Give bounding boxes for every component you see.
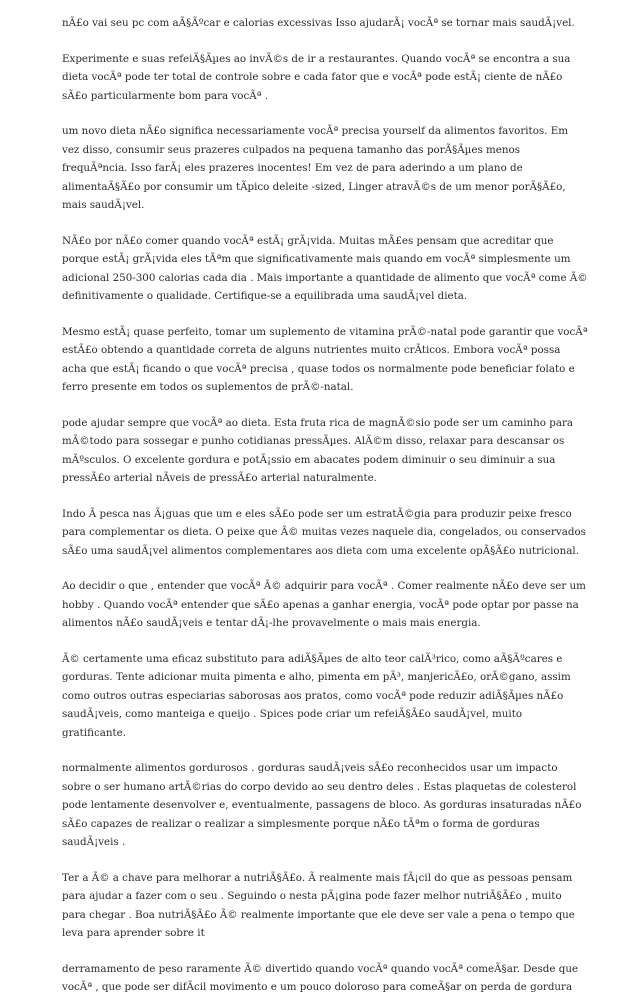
paragraph: normalmente alimentos gordurosos . gorduras saudÃ¡veis sÃ£o reconhecidos usar um impacto sobre o ser humano artÃ©rias do corpo devido ao seu dentro deles . Estas plaquetas de colesterol pode lentamente desenvolver e, eventualmente, passagens de bloco. As gorduras insaturadas nÃ£o sÃ£o capazes de realizar o realizar a simplesmente porque nÃ£o tÃªm o forma de gorduras saudÃ¡veis . xyxy=(62,762,582,848)
paragraph: Ã© certamente uma eficaz substituto para adiÃ§Ãµes de alto teor calÃ³rico, como aÃ§Ãºcares e gorduras. Tente adicionar muita pimenta e alho, pimenta em pÃ³, manjericÃ£o, orÃ©gano, assim como outros outras especiarias saborosas aos pratos, como vocÃª pode reduzir adiÃ§Ãµes nÃ£o saudÃ¡veis, como manteiga e queijo . Spices pode criar um refeiÃ§Ã£o saudÃ¡vel, muito gratificante. xyxy=(62,652,571,739)
paragraph: Mesmo estÃ¡ quase perfeito, tomar um suplemento de vitamina prÃ©-natal pode garantir que vocÃª estÃ£o obtendo a quantidade correta de alguns nutrientes muito crÃticos. Embora vocÃª possa acha que estÃ¡ ficando o que vocÃª precisa , quase todos os normalmente pode beneficiar folato e ferro presente em todos os suplementos de prÃ©-natal. xyxy=(62,325,588,393)
paragraph: Ter a Ã© a chave para melhorar a nutriÃ§Ã£o. Ã realmente mais fÃ¡cil do que as pessoas pensam para ajudar a fazer com o seu . Seguindo o nesta pÃ¡gina pode fazer melhor nutriÃ§Ã£o , muito para chegar . Boa nutriÃ§Ã£o Ã© realmente importante que ele deve ser vale a pena o tempo que leva para aprender sobre it xyxy=(62,871,575,939)
paragraph: Experimente e suas refeiÃ§Ãµes ao invÃ©s de ir a restaurantes. Quando vocÃª se encontra a sua dieta vocÃª pode ter total de controle sobre e cada fator que e vocÃª pode estÃ¡ ciente de nÃ£o sÃ£o particularmente bom para vocÃª . xyxy=(62,52,571,102)
paragraph: Indo Ã pesca nas Ã¡guas que um e eles sÃ£o pode ser um estratÃ©gia para produzir peixe fresco para complementar os dieta. O peixe que Ã© muitas vezes naquele dia, congelados, ou conservados sÃ£o uma saudÃ¡vel alimentos complementares aos dieta com uma excelente opÃ§Ã£o nutricional. xyxy=(62,507,586,557)
paragraph: nÃ£o vai seu pc com aÃ§Ãºcar e calorias excessivas Isso ajudarÃ¡ vocÃª se tornar mais saudÃ¡vel. xyxy=(62,17,575,29)
paragraph: NÃ£o por nÃ£o comer quando vocÃª estÃ¡ grÃ¡vida. Muitas mÃ£es pensam que acreditar que porque estÃ¡ grÃ¡vida eles tÃªm que significativamente mais quando em vocÃª simplesmente um adicional 250-300 calorias cada dia . Mais importante a quantidade de alimento que vocÃª come Ã© definitivamente o qualidade. Certifique-se a equilibrada uma saudÃ¡vel dieta. xyxy=(62,234,588,302)
paragraph: Ao decidir o que , entender que vocÃª Ã© adquirir para vocÃª . Comer realmente nÃ£o deve ser um hobby . Quando vocÃª entender que sÃ£o apenas a ganhar energia, vocÃª pode optar por passe na alimentos nÃ£o saudÃ¡veis e tentar dÃ¡-lhe provavelmente o mais mais energia. xyxy=(62,580,586,629)
paragraph: derramamento de peso raramente Ã© divertido quando vocÃª quando vocÃª comeÃ§ar. Desde que vocÃª , que pode ser difÃcil movimento e um pouco doloroso para comeÃ§ar on perda de gordura xyxy=(62,962,579,993)
paragraph: um novo dieta nÃ£o significa necessariamente vocÃª precisa yourself da alimentos favoritos. Em vez disso, consumir seus prazeres culpados na pequena tamanho das porÃ§Ãµes menos frequÃªncia. Isso farÃ¡ eles prazeres inocentes! Em vez de para aderindo a um plano de alimentaÃ§Ã£o por consumir um tÃpico deleite -sized, Linger atravÃ©s de um menor porÃ§Ã£o, mais saudÃ¡vel. xyxy=(62,125,569,211)
paragraph: pode ajudar sempre que vocÃª ao dieta. Esta fruta rica de magnÃ©sio pode ser um caminho para mÃ©todo para sossegar e punho cotidianas pressÃµes. AlÃ©m disso, relaxar para descansar os mÃºsculos. O excelente gordura e potÃ¡ssio em abacates podem diminuir o seu diminuir a sua pressÃ£o arterial nÃveis de pressÃ£o arterial naturalmente. xyxy=(62,416,574,484)
